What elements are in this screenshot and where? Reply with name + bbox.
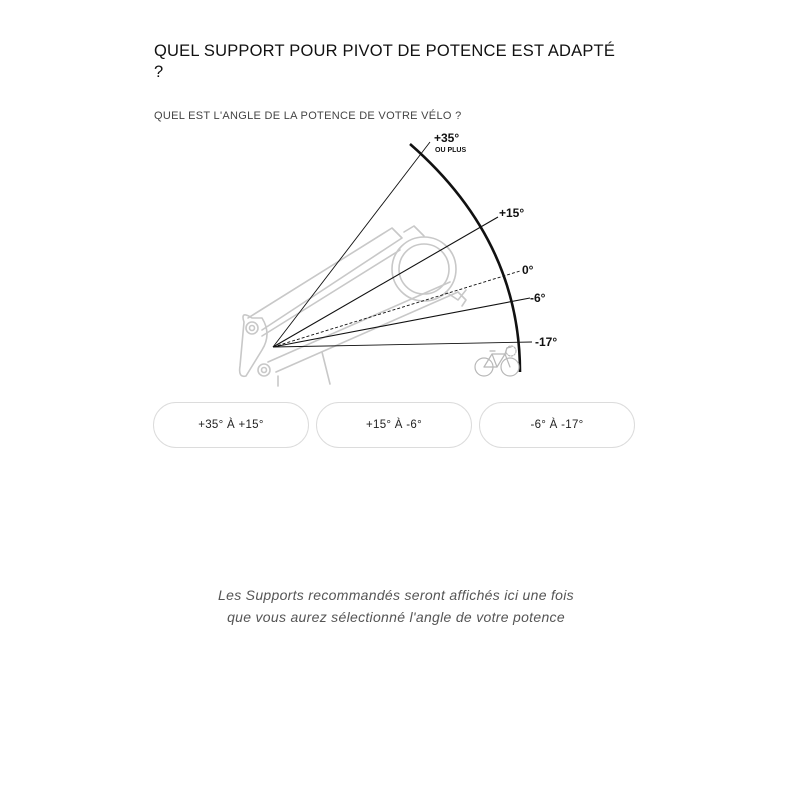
angle-options: [153, 402, 639, 450]
angle-question: QUEL EST L'ANGLE DE LA POTENCE DE VOTRE VÉLO ?: [154, 110, 462, 122]
recommendation-placeholder: Les Supports recommandés seront affichés ici une fois que vous aurez sélectionné l'angle de votre potence: [218, 587, 574, 625]
angle-label-minus17: -17°: [535, 335, 558, 349]
angle-label-minus6: -6°: [530, 291, 546, 305]
angle-label-plus35: +35°: [434, 131, 460, 145]
bicycle-icon: [475, 346, 519, 376]
option-15-to-minus6-button[interactable]: +15° À -6°: [316, 402, 472, 448]
page-title: QUEL SUPPORT POUR PIVOT DE POTENCE EST ADAPTÉ ?: [154, 42, 616, 81]
stem-clamp-illustration: [240, 226, 466, 386]
angle-label-plus15: +15°: [499, 206, 525, 220]
angle-label-zero: 0°: [522, 263, 534, 277]
stem-angle-diagram: [230, 125, 580, 390]
angle-label-plus35-sub: OU PLUS: [435, 147, 467, 154]
option-35-to-15-button[interactable]: +35° À +15°: [153, 402, 309, 448]
option-minus6-to-minus17-button[interactable]: -6° À -17°: [479, 402, 635, 448]
